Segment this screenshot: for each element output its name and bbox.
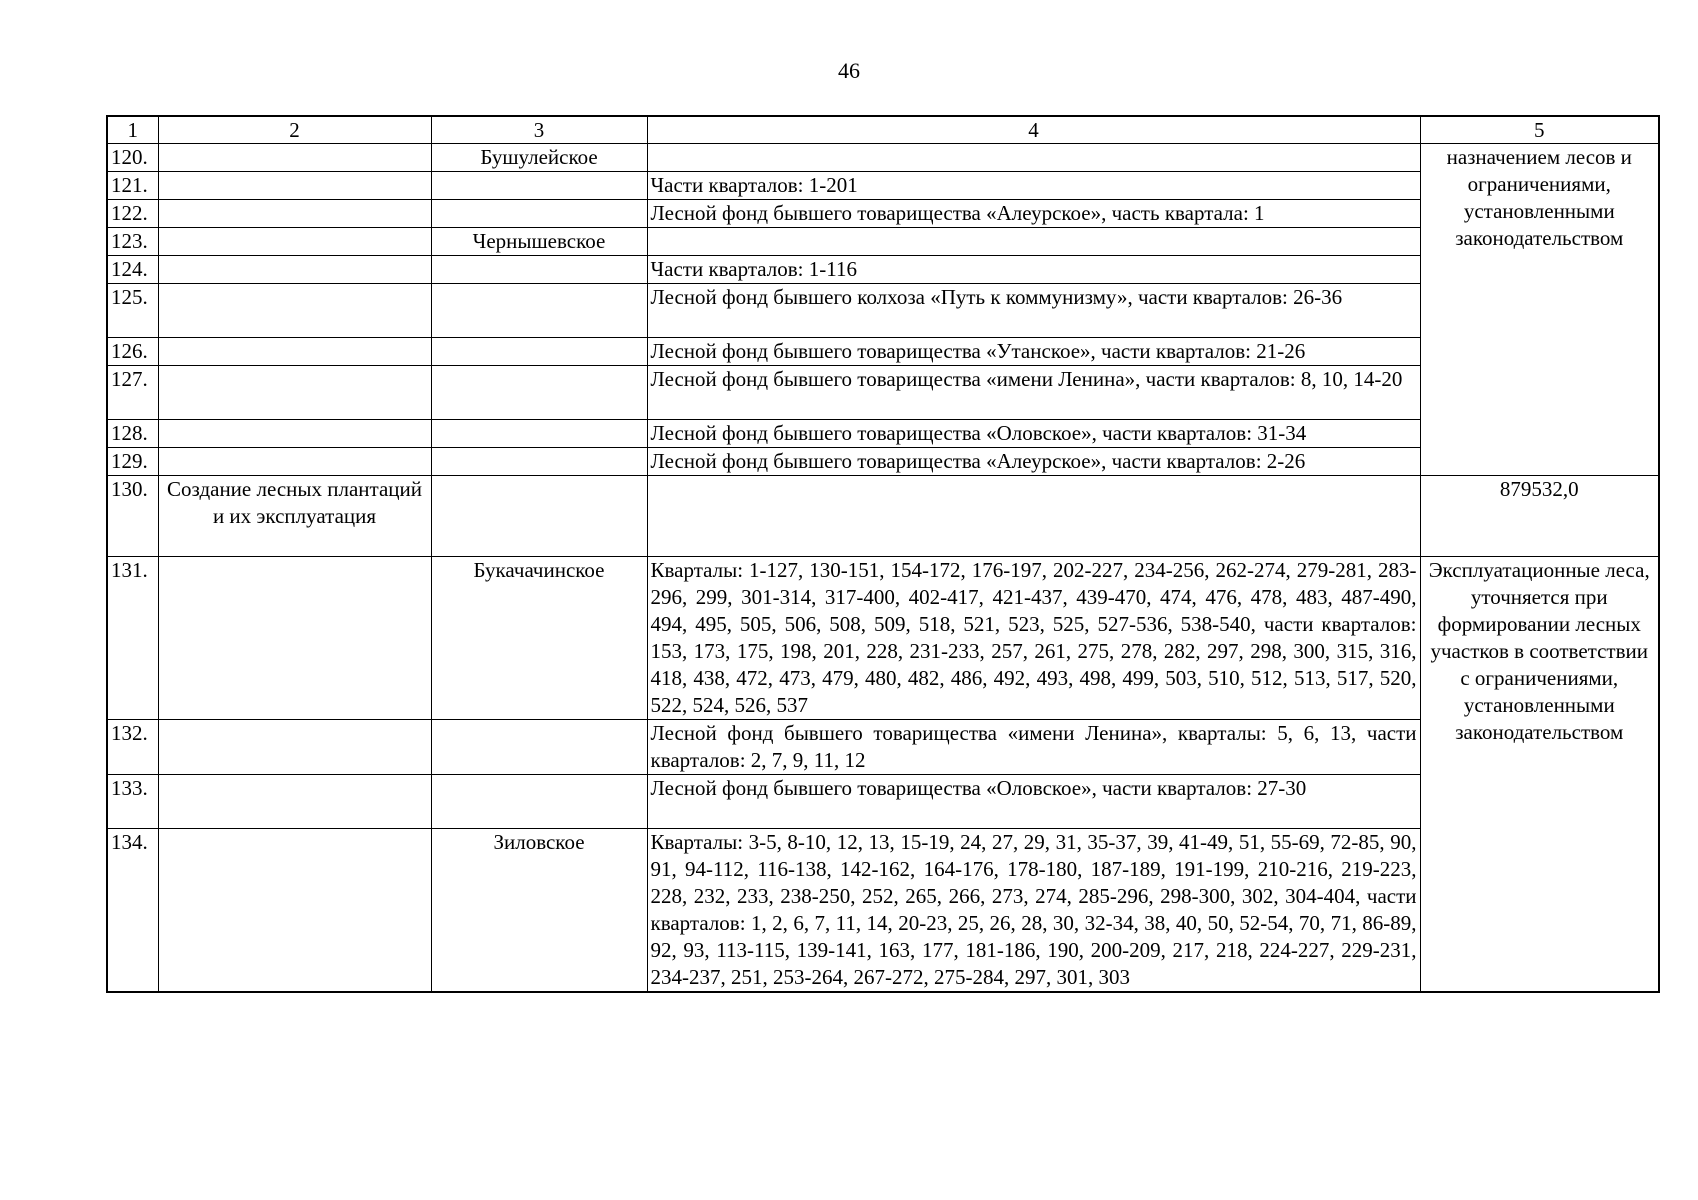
forestry-cell — [431, 720, 647, 775]
table-row — [107, 476, 1659, 557]
quarters-cell — [647, 228, 1420, 256]
note-cell: назначением лесов и ограничениями, установленными законодательством — [1420, 144, 1659, 476]
page-number: 46 — [838, 58, 860, 83]
forestry-cell — [431, 284, 647, 338]
table-row — [107, 557, 1659, 720]
purpose-cell — [158, 829, 431, 993]
quarters-cell — [647, 144, 1420, 172]
row-number: 120. — [107, 144, 158, 172]
row-number: 127. — [107, 366, 158, 420]
forestry-cell — [431, 366, 647, 420]
forestry-cell: Зиловское — [431, 829, 647, 993]
quarters-cell: Лесной фонд бывшего товарищества «Оловское», части кварталов: 31-34 — [647, 420, 1420, 448]
quarters-cell: Кварталы: 1-127, 130-151, 154-172, 176-197, 202-227, 234-256, 262-274, 279-281, 283-296, 299, 301-314, 317-400, 402-417, 421-437, 439-470, 474, 476, 478, 483, 487-490, 494, 495, 505, 506, 508, 509, 518, 521, 523, 525, 527-536, 538-540, части кварталов: 153, 173, 175, 198, 201, 228, 231-233, 257, 261, 275, 278, 282, 297, 298, 300, 315, 316, 418, 438, 472, 473, 479, 480, 482, 486, 492, 493, 498, 499, 503, 510, 512, 513, 517, 520, 522, 524, 526, 537 — [647, 557, 1420, 720]
note-cell: Эксплуатационные леса, уточняется при формировании лесных участков в соответствии с ограничениями, установленными законодательством — [1420, 557, 1659, 993]
quarters-cell: Лесной фонд бывшего колхоза «Путь к коммунизму», части кварталов: 26-36 — [647, 284, 1420, 338]
forestry-cell — [431, 476, 647, 557]
purpose-cell — [158, 256, 431, 284]
forest-plantation-table — [106, 115, 1660, 993]
row-number: 134. — [107, 829, 158, 993]
purpose-cell — [158, 172, 431, 200]
purpose-cell — [158, 144, 431, 172]
purpose-cell — [158, 200, 431, 228]
row-number: 130. — [107, 476, 158, 557]
purpose-cell — [158, 448, 431, 476]
row-number: 131. — [107, 557, 158, 720]
quarters-cell: Лесной фонд бывшего товарищества «имени Ленина», кварталы: 5, 6, 13, части кварталов: 2, 7, 9, 11, 12 — [647, 720, 1420, 775]
purpose-cell: Создание лесных плантаций и их эксплуатация — [158, 476, 431, 557]
row-number: 122. — [107, 200, 158, 228]
forestry-cell — [431, 775, 647, 829]
purpose-cell — [158, 775, 431, 829]
forestry-cell — [431, 256, 647, 284]
forestry-cell: Букачачинское — [431, 557, 647, 720]
quarters-cell: Части кварталов: 1-201 — [647, 172, 1420, 200]
quarters-cell: Лесной фонд бывшего товарищества «Утанское», части кварталов: 21-26 — [647, 338, 1420, 366]
row-number: 133. — [107, 775, 158, 829]
header-cell-5: 5 — [1420, 116, 1659, 144]
header-cell-3: 3 — [431, 116, 647, 144]
quarters-cell: Лесной фонд бывшего товарищества «Алеурское», части кварталов: 2-26 — [647, 448, 1420, 476]
forestry-cell: Бушулейское — [431, 144, 647, 172]
forestry-cell — [431, 420, 647, 448]
row-number: 126. — [107, 338, 158, 366]
quarters-cell: Лесной фонд бывшего товарищества «Оловское», части кварталов: 27-30 — [647, 775, 1420, 829]
row-number: 121. — [107, 172, 158, 200]
purpose-cell — [158, 720, 431, 775]
area-cell: 879532,0 — [1420, 476, 1659, 557]
quarters-cell: Лесной фонд бывшего товарищества «Алеурское», часть квартала: 1 — [647, 200, 1420, 228]
quarters-cell: Кварталы: 3-5, 8-10, 12, 13, 15-19, 24, 27, 29, 31, 35-37, 39, 41-49, 51, 55-69, 72-85, 90, 91, 94-112, 116-138, 142-162, 164-176, 178-180, 187-189, 191-199, 210-216, 219-223, 228, 232, 233, 238-250, 252, 265, 266, 273, 274, 285-296, 298-300, 302, 304-404, части кварталов: 1, 2, 6, 7, 11, 14, 20-23, 25, 26, 28, 30, 32-34, 38, 40, 50, 52-54, 70, 71, 86-89, 92, 93, 113-115, 139-141, 163, 177, 181-186, 190, 200-209, 217, 218, 224-227, 229-231, 234-237, 251, 253-264, 267-272, 275-284, 297, 301, 303 — [647, 829, 1420, 993]
forestry-cell — [431, 338, 647, 366]
forestry-cell: Чернышевское — [431, 228, 647, 256]
quarters-cell: Части кварталов: 1-116 — [647, 256, 1420, 284]
row-number: 132. — [107, 720, 158, 775]
quarters-cell: Лесной фонд бывшего товарищества «имени Ленина», части кварталов: 8, 10, 14-20 — [647, 366, 1420, 420]
header-cell-1: 1 — [107, 116, 158, 144]
row-number: 123. — [107, 228, 158, 256]
forestry-cell — [431, 172, 647, 200]
table-row — [107, 144, 1659, 172]
row-number: 128. — [107, 420, 158, 448]
row-number: 124. — [107, 256, 158, 284]
table-header-row — [107, 116, 1659, 144]
header-cell-4: 4 — [647, 116, 1420, 144]
header-cell-2: 2 — [158, 116, 431, 144]
purpose-cell — [158, 228, 431, 256]
row-number: 129. — [107, 448, 158, 476]
purpose-cell — [158, 338, 431, 366]
row-number: 125. — [107, 284, 158, 338]
forestry-cell — [431, 448, 647, 476]
purpose-cell — [158, 420, 431, 448]
quarters-cell — [647, 476, 1420, 557]
purpose-cell — [158, 284, 431, 338]
forestry-cell — [431, 200, 647, 228]
purpose-cell — [158, 557, 431, 720]
purpose-cell — [158, 366, 431, 420]
